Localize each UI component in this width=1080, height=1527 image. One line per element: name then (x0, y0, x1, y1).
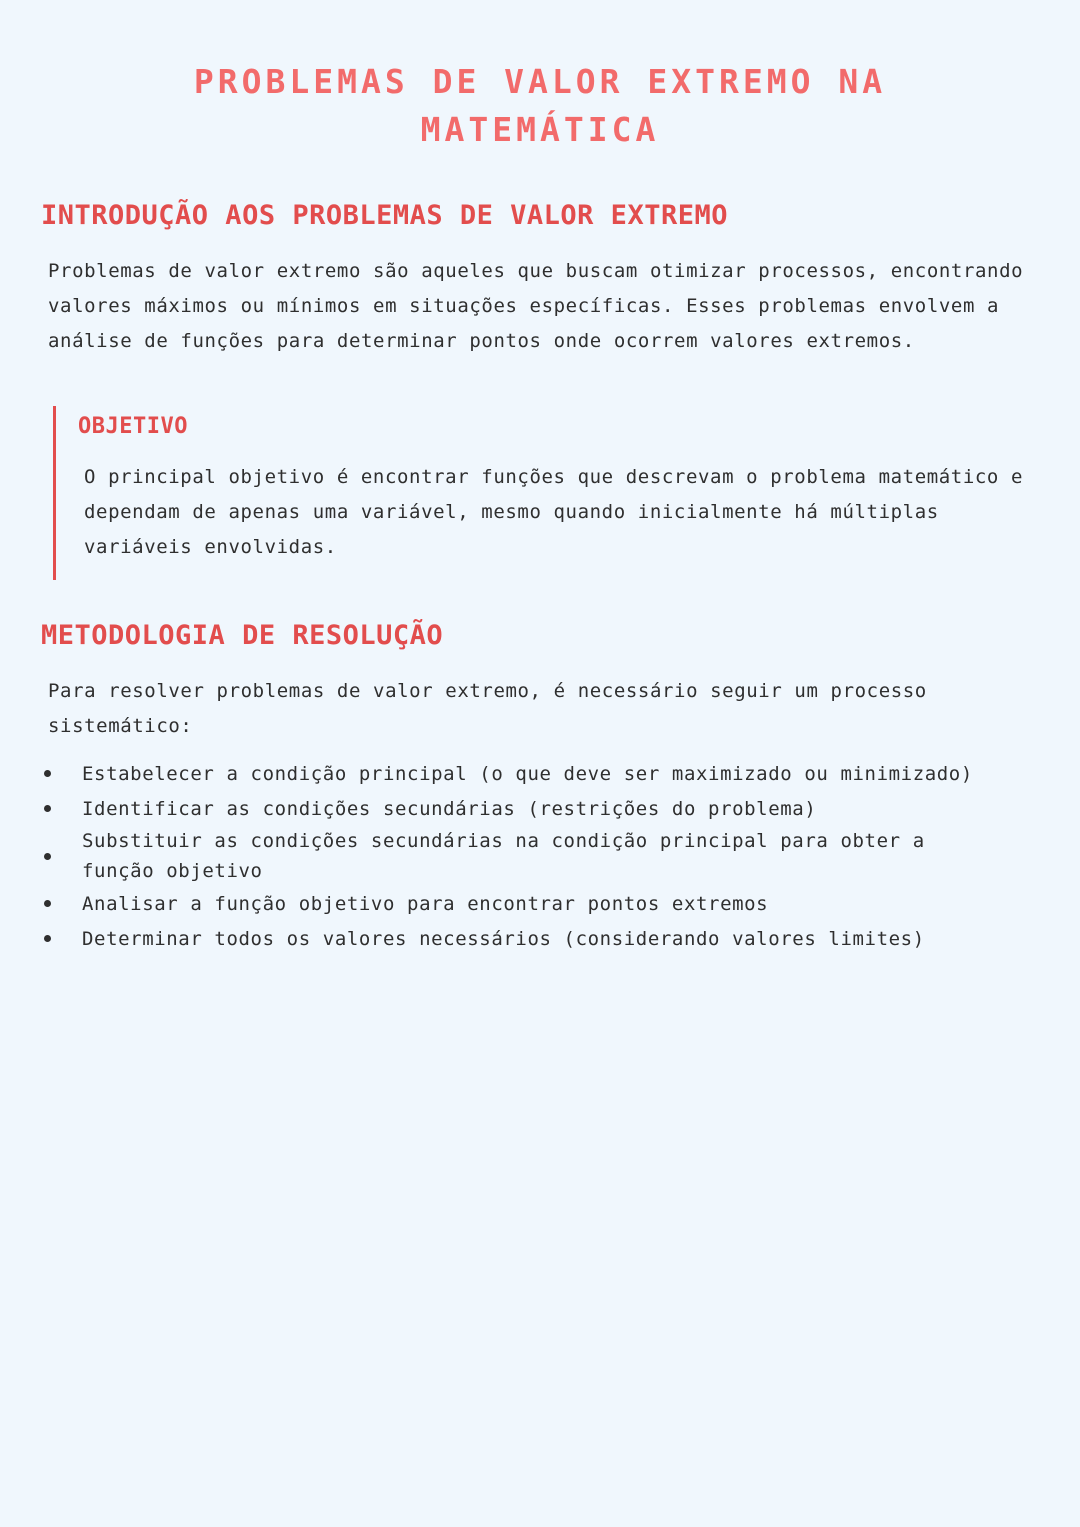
bullet-icon (44, 770, 58, 777)
list-item (34, 756, 1034, 791)
bullet-icon (44, 900, 58, 907)
introduction-paragraph: Problemas de valor extremo são aqueles que buscam otimizar processos, encontrando valores máximos ou mínimos em situações específicas. Esses problemas envolvem a análise de funções para determinar pontos onde ocorrem valores extremos. (48, 260, 1024, 352)
list-item (34, 826, 1034, 886)
bullet-icon (44, 805, 58, 812)
list-item-text: Identificar as condições secundárias (restrições do problema) (82, 797, 817, 820)
list-item (34, 791, 1034, 826)
list-item (34, 886, 1034, 921)
methodology-step-list (34, 756, 1034, 956)
list-item-text: Substituir as condições secundárias na condição principal para obter a função objetivo (82, 830, 925, 882)
objective-callout (53, 406, 1023, 580)
section-heading-introduction: INTRODUÇÃO AOS PROBLEMAS DE VALOR EXTREMO (41, 200, 728, 231)
list-item-text: Determinar todos os valores necessários (considerando valores limites) (82, 927, 925, 950)
section-heading-methodology: METODOLOGIA DE RESOLUÇÃO (41, 620, 444, 651)
callout-title: OBJETIVO (78, 414, 188, 439)
list-item (34, 921, 1034, 956)
page-title: PROBLEMAS DE VALOR EXTREMO NA MATEMÁTICA (193, 62, 887, 149)
bullet-icon (44, 853, 58, 860)
bullet-icon (44, 935, 58, 942)
callout-text: O principal objetivo é encontrar funções que descrevam o problema matemático e dependam de apenas uma variável, mesmo quando inicialmente há múltiplas variáveis envolvidas. (84, 466, 1024, 558)
methodology-paragraph: Para resolver problemas de valor extremo, é necessário seguir um processo sistemático: (48, 680, 927, 737)
list-item-text: Analisar a função objetivo para encontrar pontos extremos (82, 892, 769, 915)
list-item-text: Estabelecer a condição principal (o que deve ser maximizado ou minimizado) (82, 762, 973, 785)
